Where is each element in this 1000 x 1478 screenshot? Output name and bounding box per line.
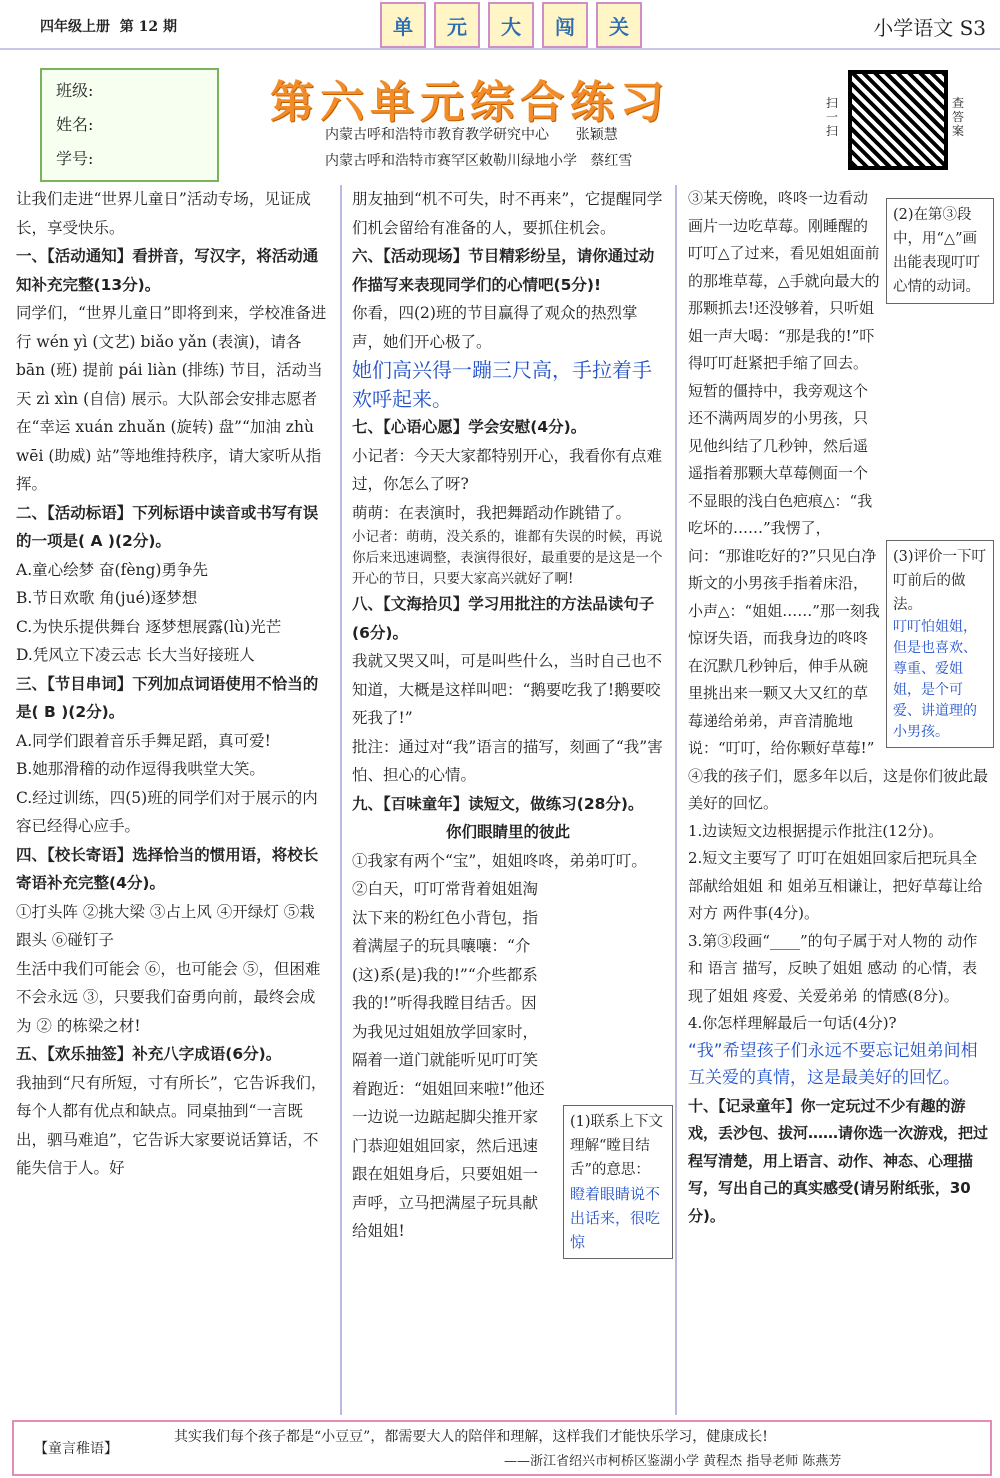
section-8-quote: 我就又哭又叫，可是叫些什么，当时自己也不知道，大概是这样叫吧：“鹅要吃我了!鹅要咬死我了!” <box>352 652 663 727</box>
name-label: 姓名: <box>56 115 94 134</box>
article-para-3: ③某天傍晚，咚咚一边看动画片一边吃草莓。刚睡醒的叮叮△了过来，看见姐姐面前的那堆草莓，△手就向最大的那颗抓去!还没够着，只听姐姐一声大喝：“那是我的!”吓得叮叮赶紧把手缩了回去。短暂的僵持中，我旁观这个还不满两周岁的小男孩，只见他纠结了几秒钟，然后遥遥指着那颗大草莓侧面一个不显眼的浅白色疤痕△：“我吃坏的……”我愣了，问：“那谁吃好的?”只见白净斯文的小男孩手指着床沿，小声△：“姐姐……”那一刻我惊讶失语，而我身边的咚咚在沉默几秒钟后，伸手从碗里挑出来一颗又大又红的草莓递给弟弟，声音清脆地说：“叮叮，给你颗好草莓!” <box>688 189 880 757</box>
student-info-box <box>40 68 219 182</box>
banner-tile: 单 <box>380 2 426 48</box>
section-6-answer: 她们高兴得一蹦三尺高，手拉着手欢呼起来。 <box>352 358 652 411</box>
note-3-question: (3)评价一下叮叮前后的做法。 <box>893 549 987 613</box>
article-para-2: ②白天，叮叮常背着姐姐淘汰下来的粉红色小背包，指着满屋子的玩具嚷嚷：“介(这)系(是)我的!”“介些都系我的!”听得我瞠目结舌。因为我见过姐姐放学回家时，隔着一道门就能听见叮叮笑着跑近：“姐姐回来啦!”他还一边说一边踮起脚尖推开家门恭迎姐姐回家，然后迅速跟在姐姐身后，只要姐姐一声呼，立马把满屋子玩具献给姐姐! <box>352 880 545 1240</box>
option-c: C.为快乐提供舞台 逐梦想展露(lù)光芒 <box>16 617 282 636</box>
option-a: A.同学们跟着音乐手舞足蹈，真可爱! <box>16 731 271 750</box>
section-9-heading: 九、【百味童年】读短文，做练习(28分)。 <box>352 794 644 813</box>
author-2: 内蒙古呼和浩特市赛罕区敕勒川绿地小学 蔡红雪 <box>325 153 633 169</box>
article-title: 你们眼睛里的彼此 <box>445 823 570 841</box>
note-1-box <box>563 1105 673 1259</box>
note-2-box <box>886 198 994 304</box>
option-b: B.她那滑稽的动作逗得我哄堂大笑。 <box>16 760 265 778</box>
note-2-question: (2)在第③段中，用“△”画出能表现叮叮心情的动词。 <box>893 207 980 295</box>
banner-tile: 闯 <box>542 2 588 48</box>
footer-quote: 其实我们每个孩子都是“小豆豆”，都需要大人的陪伴和理解，这样我们才能快乐学习，健康成长! <box>174 1429 768 1445</box>
question-1: 1.边读短文边根据提示作批注(12分)。 <box>688 821 944 840</box>
option-d: D.凭风立下凌云志 长大当好接班人 <box>16 646 255 664</box>
grade-issue: 四年级上册 第 12 期 <box>40 19 177 35</box>
article-para-4: ④我的孩子们，愿多年以后，这是你们彼此最美好的回忆。 <box>688 766 989 812</box>
option-b: B.节日欢歌 角(jué)逐梦想 <box>16 589 198 607</box>
qr-code-icon[interactable] <box>848 70 948 170</box>
intro-text: 让我们走进“世界儿童日”活动专场，见证成长，享受快乐。 <box>16 190 311 237</box>
section-5-continued: 朋友抽到“机不可失，时不再来”，它提醒同学们机会留给有准备的人，要抓住机会。 <box>352 190 663 237</box>
banner-tile: 元 <box>434 2 480 48</box>
section-10: 十、【记录童年】你一定玩过不少有趣的游戏，丢沙包、拔河……请你选一次游戏，把过程写清楚，用上语言、动作、神态、心理描写，写出自己的真实感受(请另附纸张，30分)。 <box>688 1096 989 1225</box>
section-5-body: 我抽到“尺有所短，寸有所长”，它告诉我们，每个人都有优点和缺点。同桌抽到“一言既出，驷马难追”，它告诉大家要说话算话，不能失信于人。好 <box>16 1073 327 1177</box>
page-title: 第六单元综合练习 <box>270 77 670 128</box>
footer-box <box>12 1420 992 1476</box>
option-c: C.经过训练，四(5)班的同学们对于展示的内容已经得心应手。 <box>16 788 318 835</box>
footer-tag: 【童言稚语】 <box>34 1441 118 1457</box>
section-4-body: 生活中我们可能会 ⑥，也可能会 ⑤，但困难不会永远 ③，只要我们奋勇向前，最终会成为 ② 的栋梁之材! <box>16 959 321 1035</box>
qr-label-left: 扫一扫 <box>826 96 839 138</box>
subject-page: 小学语文 S3 <box>873 16 986 40</box>
dialogue-mengmeng: 萌萌：在表演时，我把舞蹈动作跳错了。 <box>352 503 632 522</box>
column-middle <box>352 185 664 1246</box>
column-left <box>16 185 328 1183</box>
note-3-answer: 叮叮怕姐姐，但是也喜欢、尊重、爱姐姐，是个可爱、讲道理的小男孩。 <box>893 619 977 740</box>
footer-source: ——浙江省绍兴市柯桥区鉴湖小学 黄程杰 指导老师 陈燕芳 <box>504 1454 842 1469</box>
section-5-heading: 五、【欢乐抽签】补充八字成语(6分)。 <box>16 1045 282 1063</box>
banner-tile: 大 <box>488 2 534 48</box>
author-1: 内蒙古呼和浩特市教育教学研究中心 张颖慧 <box>325 127 618 143</box>
section-7-heading: 七、【心语心愿】学会安慰(4分)。 <box>352 418 587 436</box>
note-1-question: (1)联系上下文理解“瞠目结舌”的意思： <box>570 1114 664 1178</box>
section-1-body: 同学们，“世界儿童日”即将到来，学校准备进行 wén yì (文艺) biǎo yǎn (表演)，请各 bān (班) 提前 pái liàn (排练) 节目，活动当天 zì xìn (自信) 展示。大队部会安排志愿者在“幸运 xuán zhuǎn (旋转) 盘”“加油 zhù wēi (助威) 站”等地维持秩序，请大家听从指挥。 <box>16 304 327 493</box>
article-para-1: ①我家有两个“宝”，姐姐咚咚，弟弟叮叮。 <box>352 851 647 870</box>
note-3-box <box>886 540 994 748</box>
id-label: 学号: <box>56 149 94 168</box>
question-2: 2.短文主要写了 叮叮在姐姐回家后把玩具全部献给姐姐 和 姐弟互相谦让，把好草莓让给对方 两件事(4分)。 <box>688 849 983 922</box>
section-8-annotation: 批注：通过对“我”语言的描写，刻画了“我”害怕、担心的心情。 <box>352 737 663 784</box>
question-4: 4.你怎样理解最后一句话(4分)? <box>688 1014 897 1032</box>
option-a: A.童心绘梦 奋(fèng)勇争先 <box>16 560 208 579</box>
dialogue-answer: 小记者：萌萌，没关系的，谁都有失误的时候，再说你后来迅速调整，表演得很好，最重要的是这是一个开心的节日，只要大家高兴就好了啊! <box>352 529 663 587</box>
dialogue-reporter: 小记者：今天大家都特别开心，我看你有点难过，你怎么了呀? <box>352 446 663 493</box>
qr-label-right: 查答案 <box>952 96 965 138</box>
question-3: 3.第③段画“____”的句子属于对人物的 动作 和 语言 描写，反映了姐姐 感动 的心情，表现了姐姐 疼爱、关爱弟弟 的情感(8分)。 <box>688 931 978 1005</box>
section-1-heading: 一、【活动通知】看拼音，写汉字，将活动通知补充完整(13分)。 <box>16 247 319 294</box>
question-4-answer: “我”希望孩子们永远不要忘记姐弟间相互关爱的真情，这是最美好的回忆。 <box>688 1040 978 1088</box>
column-divider <box>340 185 342 1415</box>
idiom-choices: ①打头阵 ②挑大梁 ③占上风 ④开绿灯 ⑤栽跟头 ⑥碰钉子 <box>16 902 315 949</box>
section-3-heading: 三、【节目串词】下列加点词语使用不恰当的是( B )(2分)。 <box>16 674 319 721</box>
section-6-heading: 六、【活动现场】节目精彩纷呈，请你通过动作描写来表现同学们的心情吧(5分)! <box>352 247 655 294</box>
section-8-heading: 八、【文海拾贝】学习用批注的方法品读句子(6分)。 <box>352 595 655 642</box>
column-divider <box>675 185 677 1415</box>
section-6-body: 你看，四(2)班的节目赢得了观众的热烈掌声，她们开心极了。 <box>352 304 638 351</box>
section-2-heading: 二、【活动标语】下列标语中读音或书写有误的一项是( A )(2分)。 <box>16 503 319 550</box>
note-1-answer: 瞪着眼睛说不出话来，很吃惊 <box>570 1185 661 1251</box>
banner-tiles <box>380 2 642 48</box>
class-label: 班级: <box>56 81 94 100</box>
banner-tile: 关 <box>596 2 642 48</box>
section-4-heading: 四、【校长寄语】选择恰当的惯用语，将校长寄语补充完整(4分)。 <box>16 845 319 892</box>
